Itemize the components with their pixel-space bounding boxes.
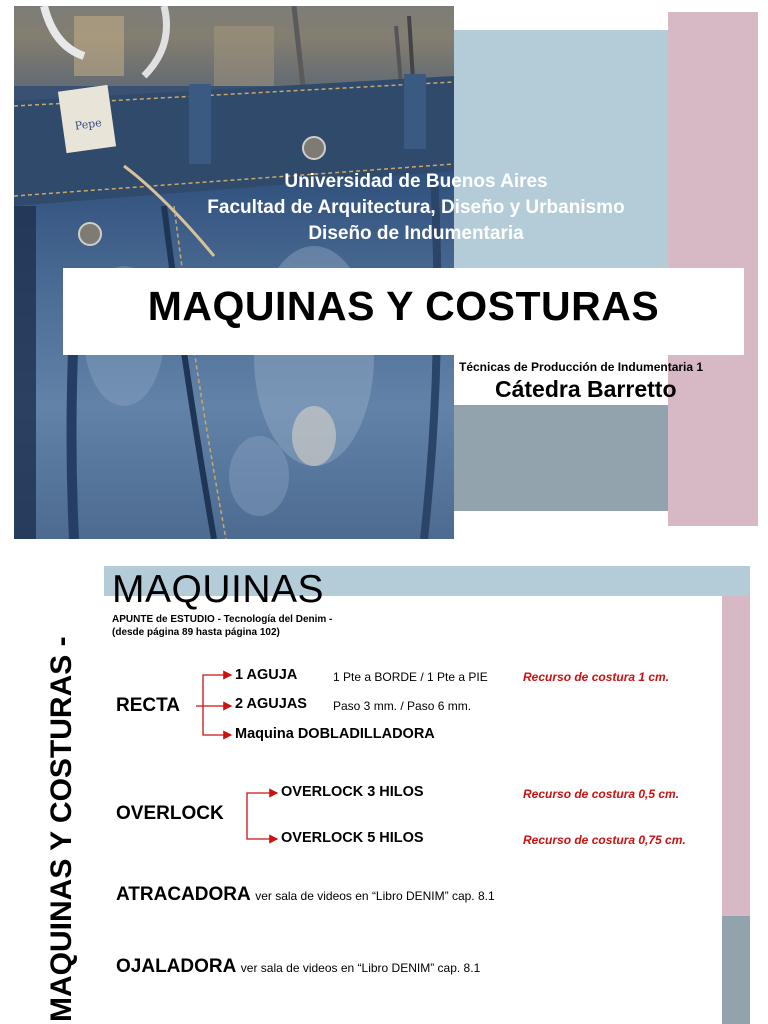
recta-branch-1: 1 AGUJA [235,667,298,683]
atracadora-row [116,884,495,906]
ojaladora-label: OJALADORA [116,956,237,977]
overlock-label: OVERLOCK [116,803,224,824]
course-name: Técnicas de Producción de Indumentaria 1 [459,360,704,374]
ojaladora-row [116,956,480,978]
recta-branch-1-note: Recurso de costura 1 cm. [523,670,670,684]
recta-label: RECTA [116,695,181,716]
overlock-branch-1: OVERLOCK 3 HILOS [281,784,424,800]
study-note-line2: (desde página 89 hasta página 102) [112,627,280,638]
ojaladora-note: ver sala de videos en “Libro DENIM” cap. 8.1 [240,961,481,975]
machines-slide [0,540,768,1024]
study-note-line1: APUNTE de ESTUDIO - Tecnología del Denim - [112,614,333,625]
branch-arrows [0,540,768,1024]
university-name: Universidad de Buenos Aires [284,171,548,192]
atracadora-note: ver sala de videos en “Libro DENIM” cap. 8.1 [255,889,495,903]
recta-branch-2: 2 AGUJAS [235,696,307,712]
grey-block [450,405,668,511]
svg-text:Pepe: Pepe [73,116,103,133]
faculty-name: Facultad de Arquitectura, Diseño y Urbanismo [207,197,625,218]
recta-branch-2-detail: Paso 3 mm. / Paso 6 mm. [333,699,472,713]
recta-arrows [196,675,231,735]
chair-name: Cátedra Barretto [495,376,677,402]
overlock-branch-2: OVERLOCK 5 HILOS [281,830,424,846]
section-heading: MAQUINAS [112,568,325,611]
overlock-branch-2-note: Recurso de costura 0,75 cm. [523,833,686,847]
overlock-branch-1-note: Recurso de costura 0,5 cm. [523,787,680,801]
career-name: Diseño de Indumentaria [308,223,524,244]
atracadora-label: ATRACADORA [116,884,251,905]
recta-branch-1-detail: 1 Pte a BORDE / 1 Pte a PIE [333,670,488,684]
page-title: MAQUINAS Y COSTURAS [147,283,660,329]
vertical-title: MAQUINAS Y COSTURAS - [45,636,78,1022]
overlock-arrows [247,793,277,839]
recta-branch-3: Maquina DOBLADILLADORA [235,726,435,742]
